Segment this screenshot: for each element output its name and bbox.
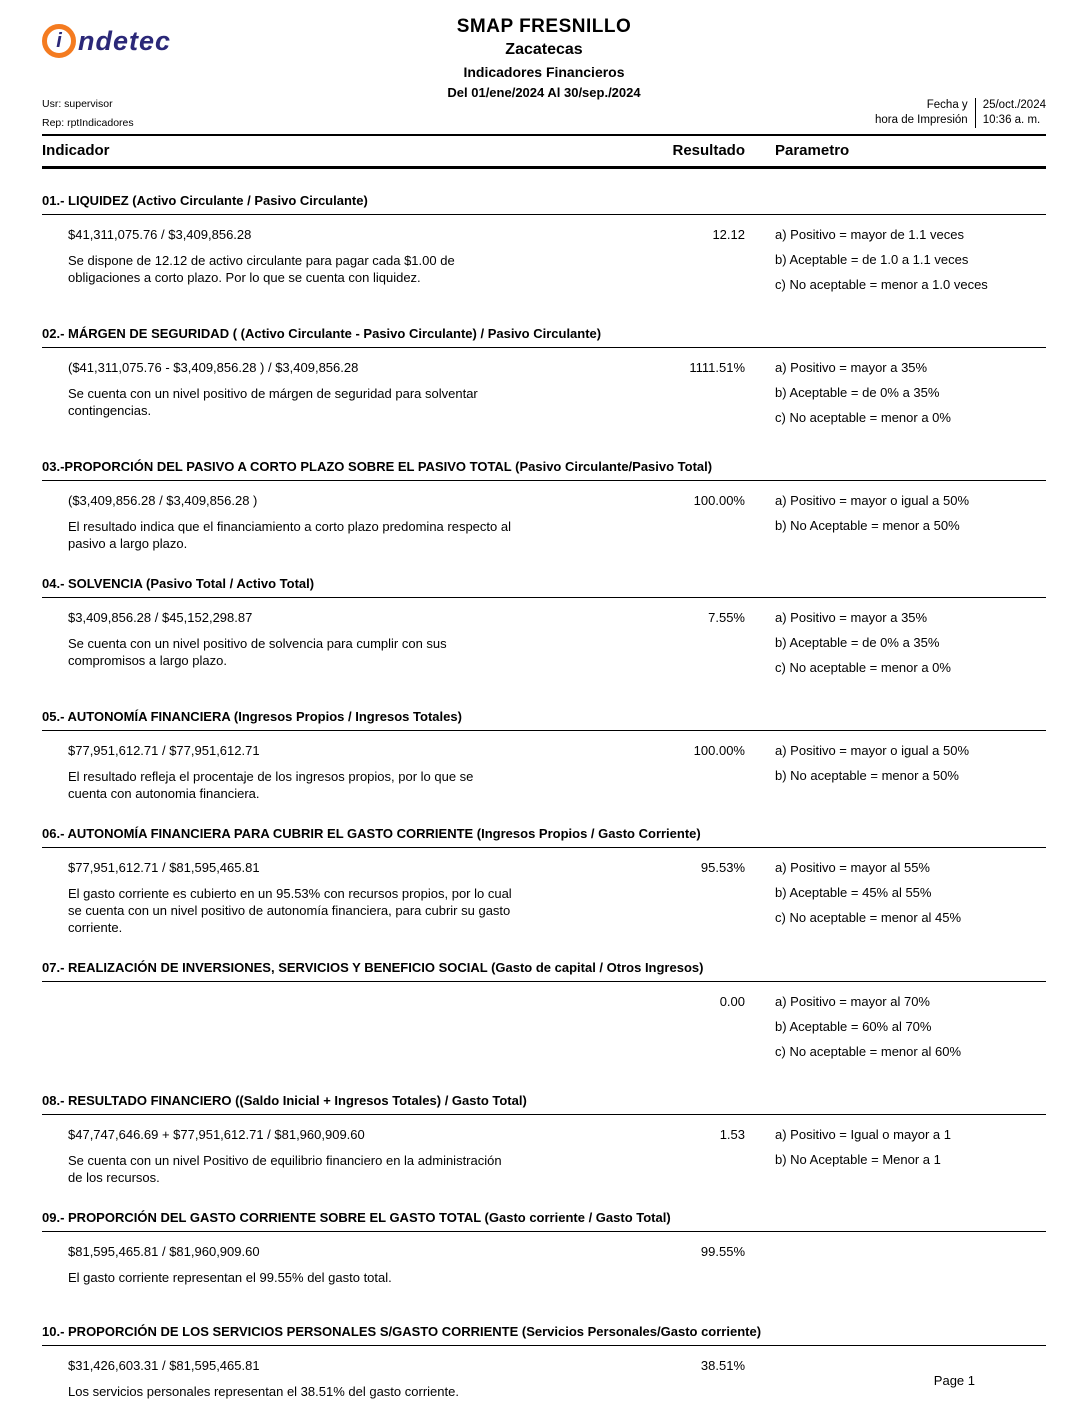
parameter-item: c) No aceptable = menor a 0% [775, 660, 951, 675]
print-time: 10:36 a. m. [982, 114, 1041, 126]
indicator-title: 10.- PROPORCIÓN DE LOS SERVICIOS PERSONALES S/GASTO CORRIENTE (Servicios Personales/Gasto corriente) [42, 1324, 1046, 1346]
parameter-item: b) No aceptable = menor a 50% [775, 768, 959, 783]
indetec-logo-text: ndetec [78, 25, 172, 56]
indicator-left [42, 227, 745, 302]
indicator-section [42, 1324, 1046, 1414]
parameter-item: c) No aceptable = menor al 60% [775, 1044, 962, 1059]
parameter-item: b) Aceptable = 45% al 55% [775, 885, 932, 900]
parameter-item: a) Positivo = mayor a 35% [775, 360, 928, 375]
indicator-formula: $31,426,603.31 / $81,595,465.81 [68, 1358, 260, 1373]
indicator-left [42, 994, 745, 1069]
formula-row [42, 493, 745, 509]
indicator-formula: ($41,311,075.76 - $3,409,856.28 ) / $3,409,856.28 [68, 360, 359, 375]
parameter-list [775, 743, 1046, 802]
indicator-section [42, 960, 1046, 1069]
formula-row [42, 1244, 745, 1260]
parameter-item: c) No aceptable = menor a 1.0 veces [775, 277, 988, 292]
indicator-section [42, 826, 1046, 936]
header-title-block [224, 16, 864, 100]
org-state: Zacatecas [505, 41, 583, 58]
parameter-list [775, 860, 1046, 936]
indicator-description: El resultado indica que el financiamiento a corto plazo predomina respecto al pasivo a largo plazo. [68, 519, 511, 551]
indicator-body [42, 860, 1046, 936]
parameter-item: b) No Aceptable = menor a 50% [775, 518, 960, 533]
parameter-item: b) Aceptable = de 1.0 a 1.1 veces [775, 252, 969, 267]
table-header-left [42, 142, 745, 159]
parameter-item: a) Positivo = mayor o igual a 50% [775, 493, 970, 508]
indicator-title: 03.-PROPORCIÓN DEL PASIVO A CORTO PLAZO SOBRE EL PASIVO TOTAL (Pasivo Circulante/Pasivo Total) [42, 459, 1046, 481]
indicator-body [42, 1127, 1046, 1186]
indicator-title: 08.- RESULTADO FINANCIERO ((Saldo Inicial + Ingresos Totales) / Gasto Total) [42, 1093, 1046, 1115]
indicator-section [42, 459, 1046, 552]
column-result: Resultado [672, 142, 745, 159]
indicator-left [42, 860, 745, 936]
indicator-description: El resultado refleja el procentaje de los ingresos propios, por lo que se cuenta con autonomia financiera. [68, 769, 474, 801]
parameter-item: c) No aceptable = menor a 0% [775, 410, 951, 425]
table-header [42, 134, 1046, 169]
parameter-item: a) Positivo = mayor al 55% [775, 860, 930, 875]
indicator-description: Los servicios personales representan el 38.51% del gasto corriente. [68, 1384, 459, 1399]
indicator-description: El gasto corriente representan el 99.55% del gasto total. [68, 1270, 392, 1285]
column-indicator: Indicador [42, 142, 110, 159]
parameter-item: a) Positivo = mayor de 1.1 veces [775, 227, 964, 242]
indicator-result: 12.12 [712, 227, 745, 242]
indicator-left [42, 1127, 745, 1186]
indicator-section [42, 576, 1046, 685]
indicator-description: Se cuenta con un nivel positivo de márgen de seguridad para solventar contingencias. [68, 386, 478, 418]
indicator-result: 7.55% [708, 610, 745, 625]
report-title: Indicadores Financieros [463, 64, 625, 80]
indetec-logo-i: i [56, 30, 62, 52]
indicator-result: 0.00 [719, 994, 745, 1009]
indicator-section [42, 326, 1046, 435]
indicator-body [42, 1358, 1046, 1414]
formula-row [42, 1127, 745, 1143]
indicator-result: 100.00% [693, 743, 745, 758]
indicator-title: 05.- AUTONOMÍA FINANCIERA (Ingresos Propios / Ingresos Totales) [42, 709, 1046, 731]
indicator-formula: ($3,409,856.28 / $3,409,856.28 ) [68, 493, 258, 508]
indicator-title: 09.- PROPORCIÓN DEL GASTO CORRIENTE SOBRE EL GASTO TOTAL (Gasto corriente / Gasto Total) [42, 1210, 1046, 1232]
indicator-section [42, 709, 1046, 802]
sections-container [42, 193, 1046, 1414]
indicator-formula: $77,951,612.71 / $77,951,612.71 [68, 743, 260, 758]
formula-row [42, 1358, 745, 1374]
parameter-item: a) Positivo = mayor o igual a 50% [775, 743, 970, 758]
print-info-labels [875, 98, 975, 128]
indicator-result: 100.00% [693, 493, 745, 508]
parameter-list [775, 227, 1046, 302]
indicator-body [42, 227, 1046, 302]
parameter-item: b) No Aceptable = Menor a 1 [775, 1152, 941, 1167]
indicator-section [42, 1210, 1046, 1300]
column-parameter: Parametro [775, 142, 850, 159]
formula-row [42, 743, 745, 759]
parameter-item: a) Positivo = mayor al 70% [775, 994, 930, 1009]
formula-row [42, 610, 745, 626]
parameter-list [775, 610, 1046, 685]
indicator-formula: $3,409,856.28 / $45,152,298.87 [68, 610, 253, 625]
indicator-formula: $77,951,612.71 / $81,595,465.81 [68, 860, 260, 875]
print-label-line2: hora de Impresión [874, 114, 968, 126]
print-label-line1: Fecha y [926, 99, 968, 111]
indicator-body [42, 743, 1046, 802]
indicator-section [42, 1093, 1046, 1186]
parameter-list [775, 493, 1046, 552]
report-header [42, 14, 1046, 134]
indicator-description: Se cuenta con un nivel Positivo de equilibrio financiero en la administración de los recursos. [68, 1153, 502, 1185]
parameter-item: a) Positivo = Igual o mayor a 1 [775, 1127, 951, 1142]
parameter-list [775, 1358, 1046, 1414]
indicator-left [42, 1358, 745, 1414]
parameter-list [775, 994, 1046, 1069]
indicator-title: 02.- MÁRGEN DE SEGURIDAD ( (Activo Circulante - Pasivo Circulante) / Pasivo Circulante) [42, 326, 1046, 348]
indetec-logo [42, 24, 171, 58]
indicator-left [42, 743, 745, 802]
header-meta [42, 98, 134, 136]
indicator-body [42, 994, 1046, 1069]
indicator-result: 38.51% [700, 1358, 745, 1373]
indicator-title: 01.- LIQUIDEZ (Activo Circulante / Pasivo Circulante) [42, 193, 1046, 215]
indicator-section [42, 193, 1046, 302]
indicator-formula: $47,747,646.69 + $77,951,612.71 / $81,960,909.60 [68, 1127, 365, 1142]
indicator-body [42, 610, 1046, 685]
indicator-result: 99.55% [700, 1244, 745, 1259]
formula-row [42, 227, 745, 243]
indicator-body [42, 1244, 1046, 1300]
indicator-left [42, 493, 745, 552]
indicator-body [42, 493, 1046, 552]
indicator-body [42, 360, 1046, 435]
formula-row [42, 860, 745, 876]
indicator-left [42, 610, 745, 685]
indetec-logo-icon [42, 24, 76, 58]
parameter-list [775, 1127, 1046, 1186]
org-name: SMAP FRESNILLO [456, 16, 632, 37]
indicator-result: 95.53% [700, 860, 745, 875]
print-info [875, 98, 1046, 128]
indicator-description: Se dispone de 12.12 de activo circulante para pagar cada $1.00 de obligaciones a corto plazo. Por lo que se cuenta con liquidez. [68, 253, 455, 285]
print-info-values [975, 98, 1046, 128]
indicator-formula: $81,595,465.81 / $81,960,909.60 [68, 1244, 260, 1259]
page-number: Page 1 [933, 1373, 975, 1388]
indicator-left [42, 1244, 745, 1300]
indicator-description: El gasto corriente es cubierto en un 95.53% con recursos propios, por lo cual se cuenta con un nivel positivo de autonomía financiera, para cubrir su gasto corriente. [68, 886, 512, 935]
indicator-title: 04.- SOLVENCIA (Pasivo Total / Activo Total) [42, 576, 1046, 598]
report-id-label: Rep: rptIndicadores [42, 117, 134, 129]
report-period: Del 01/ene/2024 Al 30/sep./2024 [447, 85, 641, 100]
indicator-description: Se cuenta con un nivel positivo de solvencia para cumplir con sus compromisos a largo plazo. [68, 636, 447, 668]
indicator-left [42, 360, 745, 435]
user-label: Usr: supervisor [42, 98, 113, 110]
parameter-item: b) Aceptable = de 0% a 35% [775, 635, 940, 650]
parameter-item: b) Aceptable = de 0% a 35% [775, 385, 940, 400]
indicator-formula: $41,311,075.76 / $3,409,856.28 [68, 227, 252, 242]
print-date: 25/oct./2024 [982, 99, 1046, 111]
parameter-item: b) Aceptable = 60% al 70% [775, 1019, 932, 1034]
indicator-title: 07.- REALIZACIÓN DE INVERSIONES, SERVICIOS Y BENEFICIO SOCIAL (Gasto de capital / Otros Ingresos) [42, 960, 1046, 982]
indicator-title: 06.- AUTONOMÍA FINANCIERA PARA CUBRIR EL GASTO CORRIENTE (Ingresos Propios / Gasto Corriente) [42, 826, 1046, 848]
parameter-list [775, 360, 1046, 435]
indicator-result: 1.53 [719, 1127, 745, 1142]
indicator-result: 1111.51% [689, 360, 745, 375]
parameter-item: a) Positivo = mayor a 35% [775, 610, 928, 625]
formula-row [42, 994, 745, 1010]
parameter-item: c) No aceptable = menor al 45% [775, 910, 962, 925]
parameter-list [775, 1244, 1046, 1300]
formula-row [42, 360, 745, 376]
